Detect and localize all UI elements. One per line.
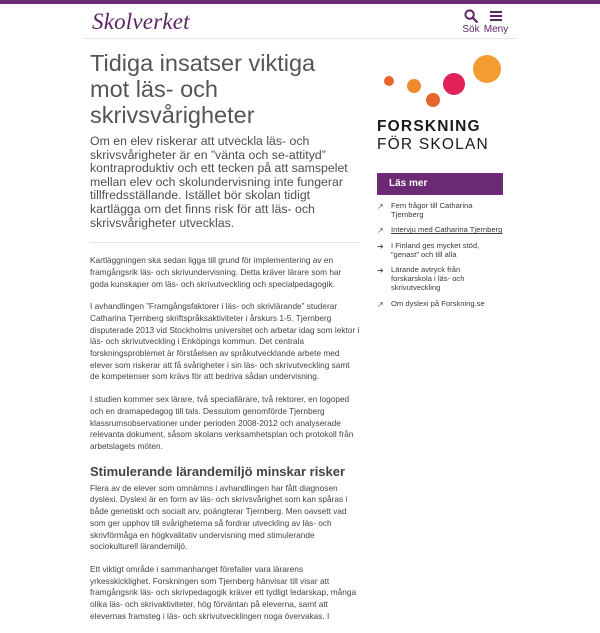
divider: [90, 242, 360, 243]
menu-label: Meny: [483, 24, 509, 35]
article: [90, 50, 360, 633]
external-link-icon: ↗: [377, 226, 384, 236]
arrow-icon: ➜: [377, 241, 384, 251]
external-link-icon: ↗: [377, 299, 384, 309]
page-title: Tidiga insatser viktiga mot läs- och skrivsvårigheter: [90, 50, 316, 128]
search-button[interactable]: [460, 9, 482, 35]
arrow-icon: ➜: [377, 266, 384, 276]
article-paragraph: I avhandlingen ”Framgångsfaktorer i läs- och skrivlärande” studerar Catharina Tjernberg skriftspråksaktiviteter i årskurs 1-5. Tjernberg disputerade 2013 vid Stockholms universitet och arbetar idag som lektor i läs- och skrivutveckling i Enköpings kommun. Det centrala forskningsproblemet är förståelsen av språkutvecklande arbete med elever som riskerar att få svårigheter i sin läs- och skrivutveckling samt de kompetenser som krävs för att bedriva sådan undervisning.: [90, 301, 360, 382]
menu-button[interactable]: [482, 9, 510, 35]
search-icon: [464, 9, 478, 23]
site-header: [84, 4, 516, 39]
forskning-for-skolan-logo[interactable]: [377, 118, 503, 154]
read-more-link[interactable]: ➜ Lärande avtryck från forskarskola i läs- och skrivutveckling: [377, 265, 465, 293]
read-more-link[interactable]: ↗ Fem frågor till Catharina Tjernberg: [377, 201, 473, 220]
forskning-decorative-circles: [377, 52, 503, 112]
las-mer-heading: Läs mer: [377, 173, 503, 195]
logo-line-2: FÖR SKOLAN: [377, 136, 489, 153]
read-more-list: [377, 201, 503, 314]
external-link-icon: ↗: [377, 202, 384, 211]
article-paragraph: Kartläggningen ska sedan ligga till grund för implementering av en framgångsrik läs- och skrivundervisning. Detta kräver lärare som har goda kunskaper om läs- och skrivutveckling och specialpedagogik.: [90, 255, 342, 289]
logo-line-1: FORSKNING: [377, 118, 481, 135]
skolverket-logo[interactable]: Skolverket: [92, 9, 190, 34]
article-paragraph: Ett viktigt område i sammanhanget förefaller vara lärarens yrkesskicklighet. Forskningen som Tjernberg hänvisar till visar att framgångsrik läs- och skrivpedagogik kräver ett tydligt ledarskap, många olika läs- och skrivaktiviteter, hög förväntan på eleverna, samt att elevernas framsteg i läs- och skrivutvecklingen noga övervakas. I: [90, 563, 357, 621]
hamburger-icon: [489, 9, 503, 23]
read-more-link[interactable]: ↗ Om dyslexi på Forskning.se: [377, 298, 485, 309]
read-more-link[interactable]: ➜ I Finland ges mycket stöd, ”genast” och till alla: [377, 240, 480, 259]
article-paragraph: Flera av de elever som omnämns i avhandlingen har fått diagnosen dyslexi. Dyslexi är en form av läs- och skrivsvårighet som kan spåras i både genetiskt och socialt arv, poängterar Tjernberg. Men oavsett vad som ger upphov till svårigheterna så fordrar utveckling av läs- och skrivförmåga en högkvalitativ undervisning med stimulerande sociokulturell lärandemiljö.: [90, 482, 348, 552]
search-label: Sök: [462, 24, 480, 35]
article-intro: Om en elev riskerar att utveckla läs- och skrivsvårigheter är en ”vänta och se-attityd” kontraproduktiv och ett tecken på att samspelet mellan elev och skolundervisning inte fungerar tillfredsställande. Istället bör skolan tidigt kartlägga om det finns risk för att läs- och skrivsvårigheter utvecklas.: [90, 134, 348, 230]
read-more-link[interactable]: ↗ Intervju med Catharina Tjernberg: [377, 225, 503, 236]
section-heading: Stimulerande lärandemiljö minskar risker: [90, 463, 346, 479]
article-paragraph: I studien kommer sex lärare, två speciallärare, två rektorer, en logoped och en dramapedagog till tals. Dessutom genomförde Tjernberg klassrumsobservationer under perioden 2008-2012 och analyserade relevanta dokument, såsom skolans verksamhetsplan och protokoll från arbetslagets möten.: [90, 394, 354, 451]
